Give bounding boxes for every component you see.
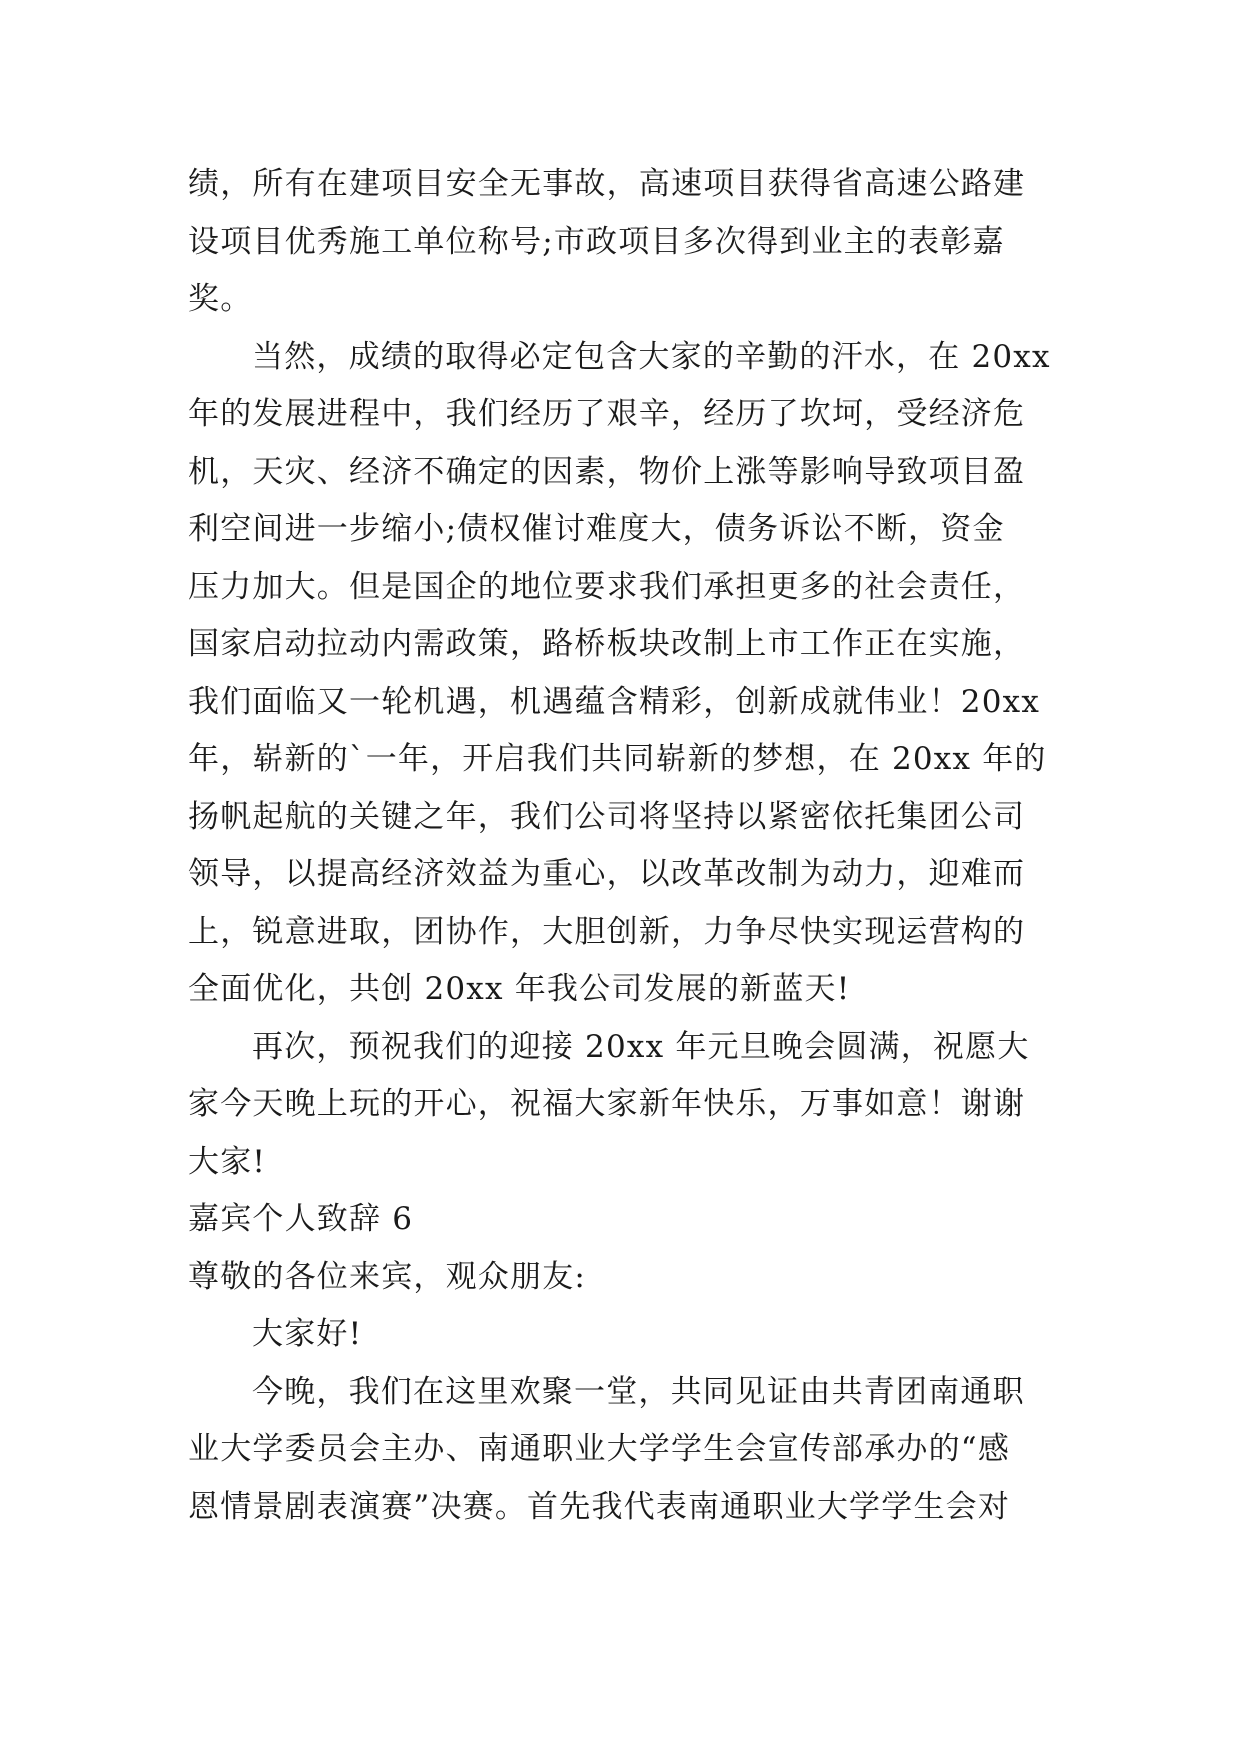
paragraph-first-line: 再次，预祝我们的迎接 20xx 年元旦晚会圆满，祝愿大 [252, 1028, 1030, 1065]
text-line: 国家启动拉动内需政策，路桥板块改制上市工作正在实施， [188, 626, 1026, 662]
text-line: 年，崭新的`一年，开启我们共同崭新的梦想，在 20xx 年的 [188, 741, 1047, 777]
text-line: 利空间进一步缩小;债权催讨难度大，债务诉讼不断，资金 [188, 511, 1005, 547]
text-line: 领导，以提高经济效益为重心，以改革改制为动力，迎难而 [188, 856, 1026, 892]
salutation: 尊敬的各位来宾，观众朋友: [188, 1258, 587, 1295]
greeting: 大家好! [252, 1316, 363, 1352]
text-line: 全面优化，共创 20xx 年我公司发展的新蓝天! [188, 971, 851, 1007]
document-body [188, 156, 1054, 1536]
text-line: 机，天灾、经济不确定的因素，物价上涨等影响导致项目盈 [188, 453, 1026, 490]
text-line: 大家! [188, 1143, 267, 1180]
text-line: 上，锐意进取，团协作，大胆创新，力争尽快实现运营构的 [188, 913, 1026, 950]
text-line: 恩情景剧表演赛”决赛。首先我代表南通职业大学学生会对 [188, 1488, 1011, 1525]
text-line: 设项目优秀施工单位称号;市政项目多次得到业主的表彰嘉 [188, 223, 1005, 260]
text-line: 家今天晚上玩的开心，祝福大家新年快乐，万事如意！谢谢 [188, 1086, 1026, 1122]
paragraph-first-line: 今晚，我们在这里欢聚一堂，共同见证由共青团南通职 [252, 1373, 1025, 1410]
text-line: 扬帆起航的关键之年，我们公司将坚持以紧密依托集团公司 [188, 798, 1026, 835]
text-line: 奖。 [188, 281, 253, 317]
section-heading: 嘉宾个人致辞 6 [188, 1201, 414, 1237]
text-line: 年的发展进程中，我们经历了艰辛，经历了坎坷，受经济危 [188, 396, 1026, 432]
paragraph-first-line: 当然，成绩的取得必定包含大家的辛勤的汗水，在 20xx [252, 338, 1051, 375]
text-line: 业大学委员会主办、南通职业大学学生会宣传部承办的“感 [188, 1431, 1011, 1467]
text-line: 压力加大。但是国企的地位要求我们承担更多的社会责任， [188, 568, 1026, 605]
text-line: 绩，所有在建项目安全无事故，高速项目获得省高速公路建 [188, 166, 1026, 202]
text-line: 我们面临又一轮机遇，机遇蕴含精彩，创新成就伟业！20xx [188, 683, 1041, 720]
